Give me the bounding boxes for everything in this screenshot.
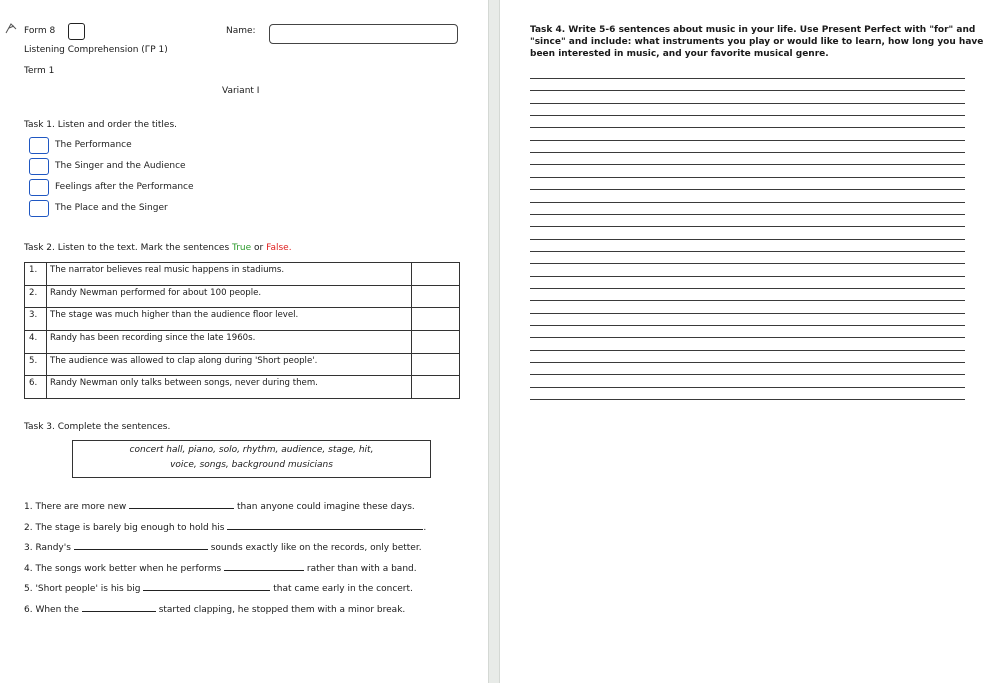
sentence-end: .	[423, 523, 427, 533]
sentence-start: 2. The stage is barely big enough to hold his	[24, 523, 225, 533]
answer-cell[interactable]	[412, 285, 460, 308]
row-number: 6.	[25, 376, 47, 399]
answer-cell[interactable]	[412, 331, 460, 354]
task1-item: Feelings after the Performance	[55, 182, 194, 192]
variant-label: Variant I	[222, 86, 260, 96]
writing-line[interactable]	[530, 177, 965, 178]
writing-line[interactable]	[530, 374, 965, 375]
writing-line[interactable]	[530, 127, 965, 128]
sentence-start: 5. 'Short people' is his big	[24, 584, 141, 594]
sentence-6	[24, 603, 405, 615]
answer-cell[interactable]	[412, 263, 460, 286]
answer-blank[interactable]	[227, 521, 423, 530]
writing-line[interactable]	[530, 78, 965, 79]
writing-line[interactable]	[530, 152, 965, 153]
writing-line[interactable]	[530, 140, 965, 141]
row-statement: Randy Newman only talks between songs, never during them.	[46, 376, 411, 399]
writing-line[interactable]	[530, 251, 965, 252]
row-number: 1.	[25, 263, 47, 286]
false-word: False.	[266, 243, 292, 253]
table-row	[25, 263, 460, 286]
row-number: 5.	[25, 353, 47, 376]
task2-title-prefix: Task 2. Listen to the text. Mark the sentences	[24, 243, 230, 253]
writing-line[interactable]	[530, 214, 965, 215]
answer-blank[interactable]	[224, 562, 304, 571]
sentence-start: 1. There are more new	[24, 502, 127, 512]
sentence-end: sounds exactly like on the records, only better.	[210, 543, 422, 553]
table-row	[25, 308, 460, 331]
writing-line[interactable]	[530, 325, 965, 326]
word-bank	[72, 440, 431, 478]
sentence-end: rather than with a band.	[306, 564, 417, 574]
task4-text	[530, 24, 984, 60]
sentence-start: 3. Randy's	[24, 543, 71, 553]
writing-line[interactable]	[530, 399, 965, 400]
task1-item: The Place and the Singer	[55, 203, 168, 213]
logo-icon	[5, 22, 17, 34]
row-statement: The narrator believes real music happens in stadiums.	[46, 263, 411, 286]
answer-blank[interactable]	[143, 582, 270, 591]
name-label: Name:	[226, 26, 256, 36]
table-row	[25, 285, 460, 308]
task3-title: Task 3. Complete the sentences.	[24, 422, 171, 432]
task4-line: Task 4. Write 5-6 sentences about music in your life. Use Present Perfect with "for" and	[530, 25, 976, 35]
sentence-5	[24, 582, 413, 594]
task2-title	[24, 243, 292, 253]
answer-blank[interactable]	[74, 541, 208, 550]
row-statement: Randy has been recording since the late 1960s.	[46, 331, 411, 354]
writing-line[interactable]	[530, 239, 965, 240]
term-label: Term 1	[24, 66, 55, 76]
task1-title: Task 1. Listen and order the titles.	[24, 120, 177, 130]
form-label: Form 8	[24, 26, 56, 36]
writing-line[interactable]	[530, 115, 965, 116]
row-number: 3.	[25, 308, 47, 331]
writing-line[interactable]	[530, 226, 965, 227]
answer-blank[interactable]	[82, 603, 156, 612]
writing-line[interactable]	[530, 103, 965, 104]
order-box-2[interactable]	[29, 158, 49, 175]
task4-line: been interested in music, and your favorite musical genre.	[530, 49, 829, 59]
writing-line[interactable]	[530, 263, 965, 264]
writing-line[interactable]	[530, 350, 965, 351]
table-row	[25, 376, 460, 399]
order-box-4[interactable]	[29, 200, 49, 217]
sentence-start: 6. When the	[24, 605, 79, 615]
table-row	[25, 353, 460, 376]
table-row	[25, 331, 460, 354]
row-statement: The stage was much higher than the audience floor level.	[46, 308, 411, 331]
writing-line[interactable]	[530, 337, 965, 338]
writing-line[interactable]	[530, 276, 965, 277]
writing-line[interactable]	[530, 313, 965, 314]
word-bank-line-1: concert hall, piano, solo, rhythm, audience, stage, hit,	[129, 445, 374, 455]
word-bank-line-2: voice, songs, background musicians	[170, 460, 333, 470]
order-box-1[interactable]	[29, 137, 49, 154]
writing-line[interactable]	[530, 90, 965, 91]
writing-line[interactable]	[530, 164, 965, 165]
sentence-end: started clapping, he stopped them with a minor break.	[158, 605, 406, 615]
sentence-4	[24, 562, 417, 574]
writing-line[interactable]	[530, 362, 965, 363]
true-false-table	[24, 262, 460, 399]
answer-cell[interactable]	[412, 376, 460, 399]
writing-line[interactable]	[530, 189, 965, 190]
row-statement: The audience was allowed to clap along during 'Short people'.	[46, 353, 411, 376]
writing-line[interactable]	[530, 300, 965, 301]
subject-title: Listening Comprehension (ГР 1)	[24, 45, 168, 55]
task1-item: The Performance	[55, 140, 132, 150]
row-statement: Randy Newman performed for about 100 people.	[46, 285, 411, 308]
answer-cell[interactable]	[412, 308, 460, 331]
sentence-1	[24, 500, 415, 512]
form-box[interactable]	[68, 23, 85, 40]
sentence-end: that came early in the concert.	[273, 584, 413, 594]
name-input[interactable]	[269, 24, 458, 44]
answer-blank[interactable]	[129, 500, 234, 509]
sentence-end: than anyone could imagine these days.	[237, 502, 415, 512]
task1-item: The Singer and the Audience	[55, 161, 186, 171]
or-word: or	[254, 243, 264, 253]
task4-line: "since" and include: what instruments you play or would like to learn, how long you have	[530, 37, 984, 47]
row-number: 2.	[25, 285, 47, 308]
sentence-start: 4. The songs work better when he performs	[24, 564, 222, 574]
order-box-3[interactable]	[29, 179, 49, 196]
row-number: 4.	[25, 331, 47, 354]
answer-cell[interactable]	[412, 353, 460, 376]
sentence-3	[24, 541, 422, 553]
sentence-2	[24, 521, 426, 533]
writing-line[interactable]	[530, 202, 965, 203]
writing-line[interactable]	[530, 387, 965, 388]
true-word: True	[232, 243, 252, 253]
page-divider	[488, 0, 500, 683]
writing-line[interactable]	[530, 288, 965, 289]
